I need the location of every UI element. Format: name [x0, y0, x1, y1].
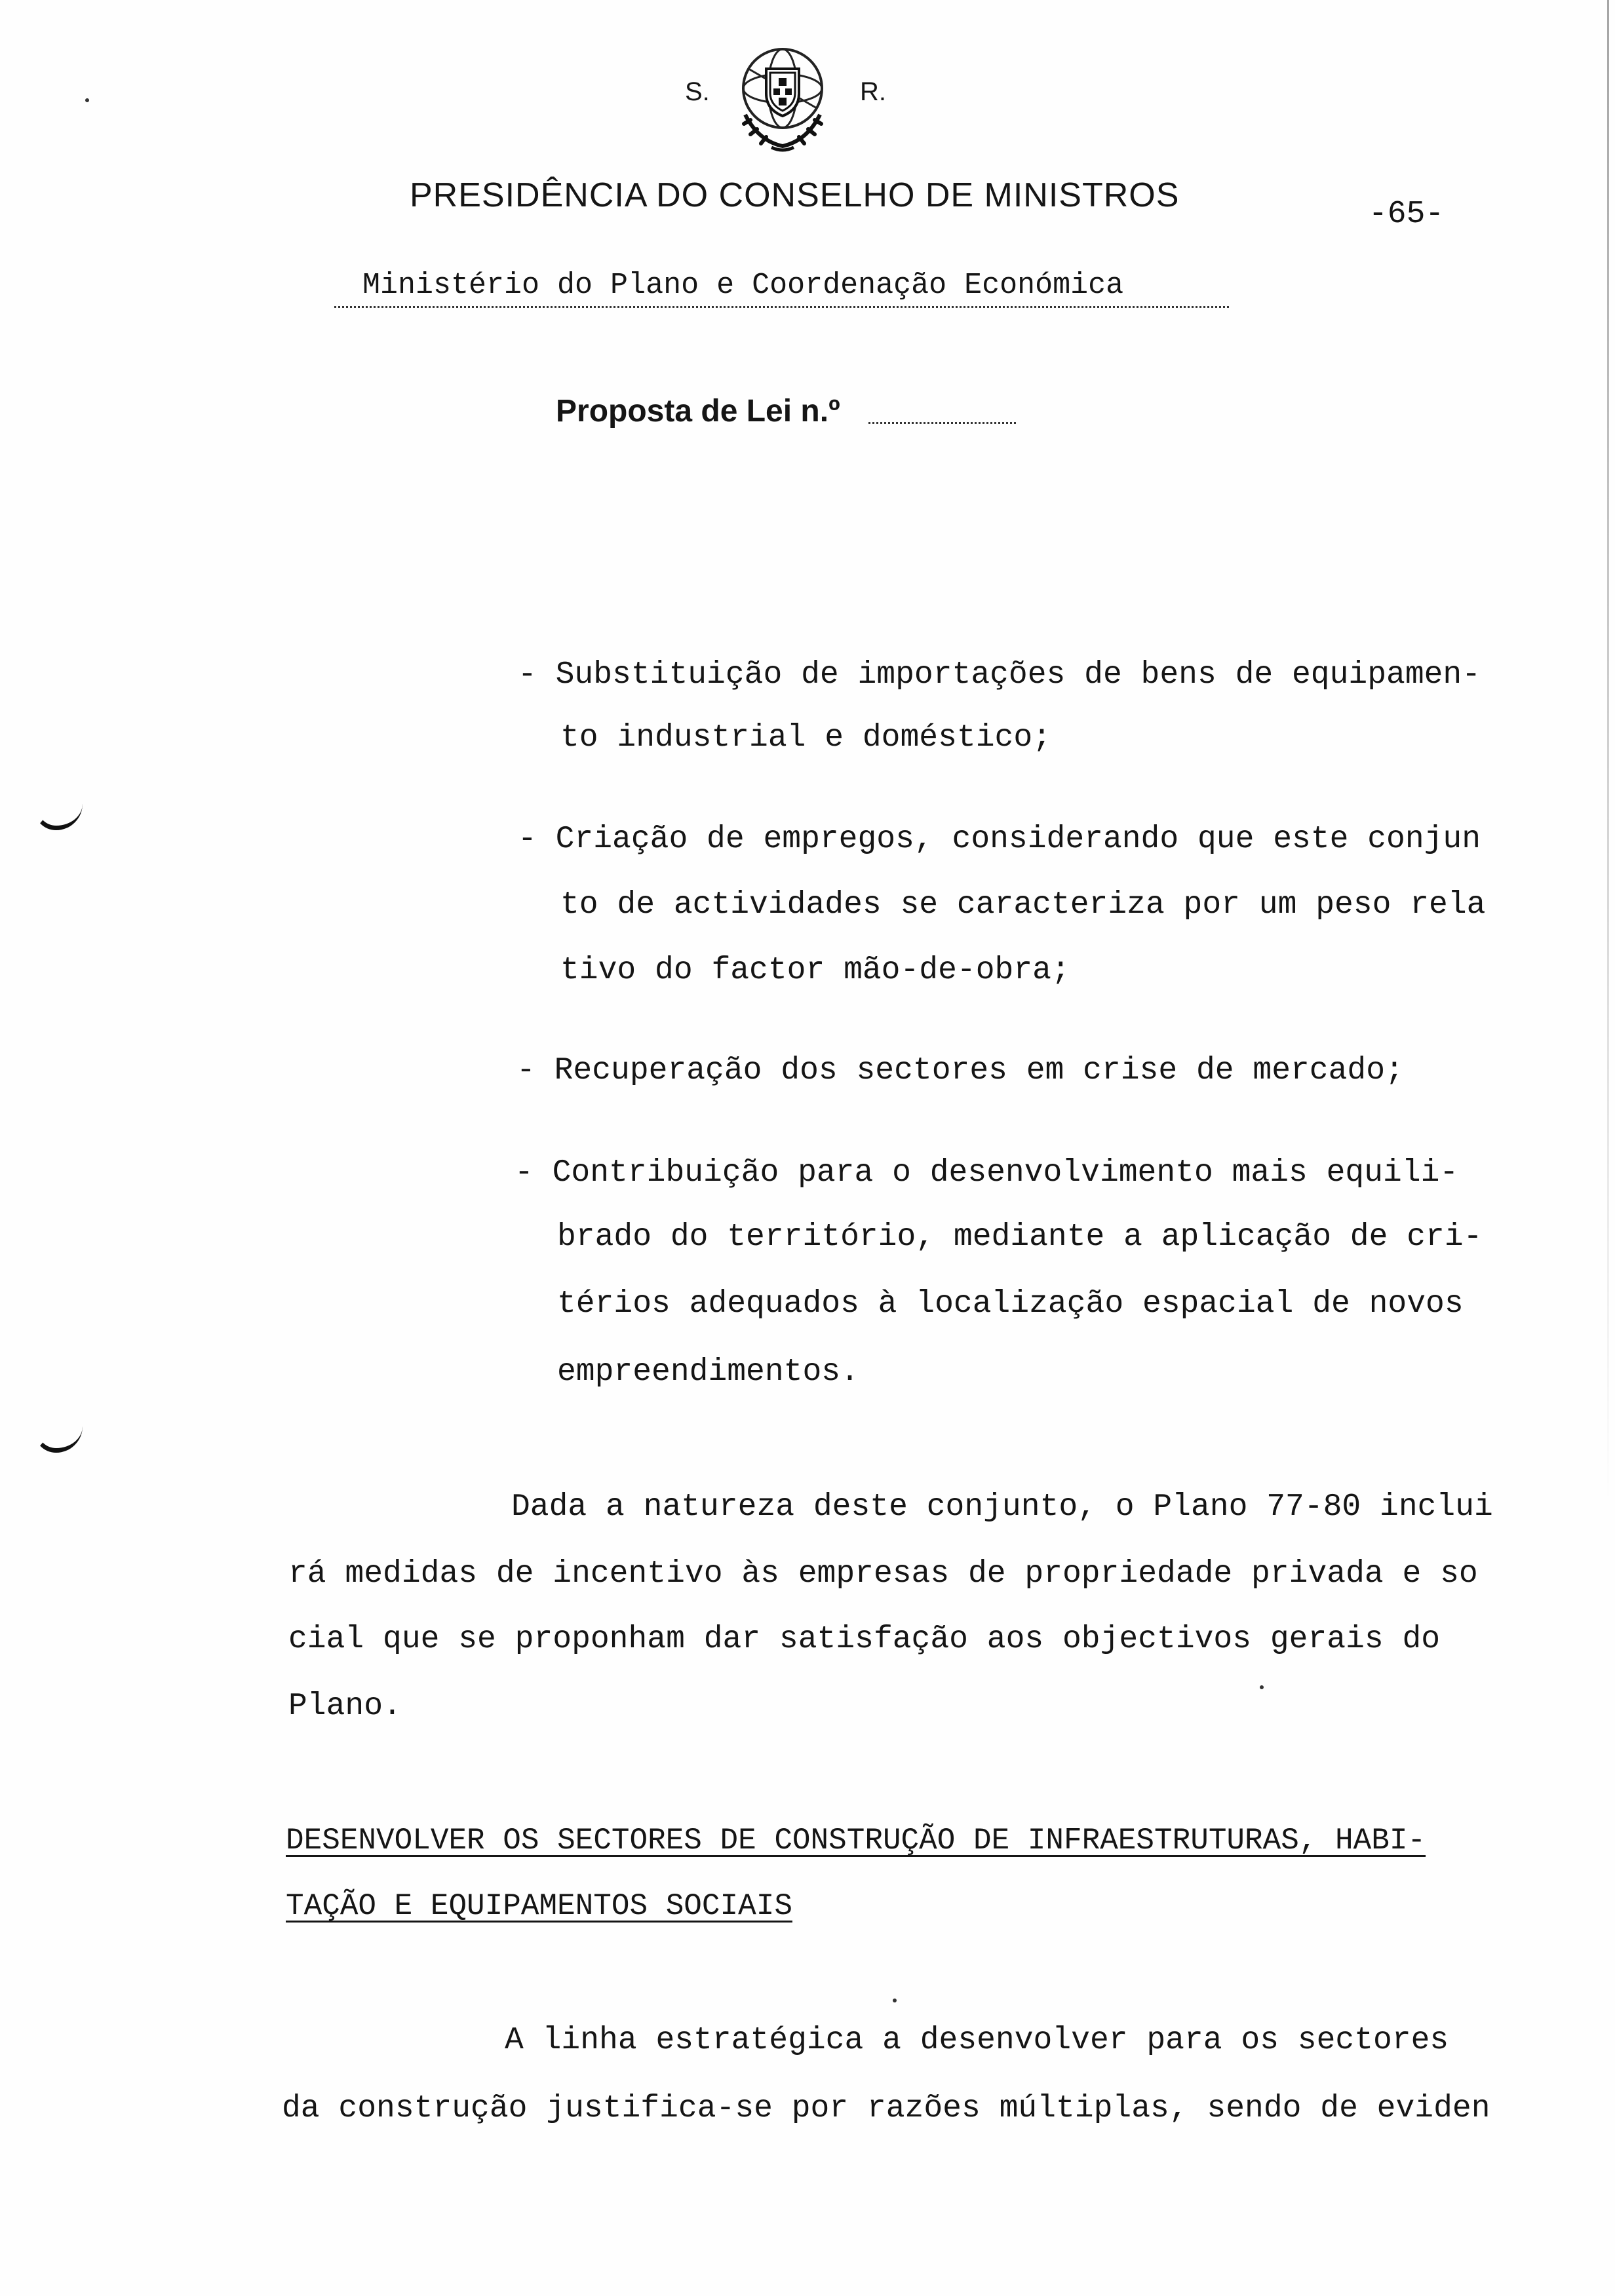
header-letter-s: S.	[685, 77, 710, 106]
punch-hole-mark	[34, 799, 83, 830]
proposal-number-blank	[868, 422, 1016, 424]
scan-speck	[85, 98, 89, 102]
list-item-line: - Substituição de importações de bens de equipamen-	[518, 657, 1481, 693]
paragraph-line: rá medidas de incentivo às empresas de propriedade privada e so	[288, 1556, 1478, 1592]
section-heading-line: TAÇÃO E EQUIPAMENTOS SOCIAIS	[286, 1889, 792, 1923]
list-item-line: tivo do factor mão-de-obra;	[560, 953, 1070, 988]
paragraph-line: Dada a natureza deste conjunto, o Plano 77-80 inclui	[511, 1489, 1493, 1525]
list-item-line: - Contribuição para o desenvolvimento mais equili-	[515, 1155, 1459, 1191]
paragraph-line: cial que se proponham dar satisfação aos objectivos gerais do	[288, 1622, 1441, 1657]
section-heading-line: DESENVOLVER OS SECTORES DE CONSTRUÇÃO DE INFRAESTRUTURAS, HABI-	[286, 1824, 1426, 1858]
paragraph-line: A linha estratégica a desenvolver para os sectores	[505, 2023, 1449, 2058]
paragraph-line: da construção justifica-se por razões múltiplas, sendo de eviden	[282, 2091, 1490, 2126]
ministry-name: Ministério do Plano e Coordenação Económica	[362, 269, 1124, 302]
ministry-dotted-rule	[334, 306, 1229, 308]
list-item-line: to de actividades se caracteriza por um peso rela	[560, 887, 1486, 923]
paragraph-line: Plano.	[288, 1689, 402, 1724]
page-edge-shadow	[1607, 0, 1609, 1507]
list-item-line: brado do território, mediante a aplicação de cri-	[557, 1219, 1483, 1255]
scan-speck	[1260, 1685, 1264, 1689]
header-letter-r: R.	[860, 77, 886, 106]
list-item-line: térios adequados à localização espacial de novos	[557, 1286, 1464, 1322]
page-number: -65-	[1369, 197, 1445, 232]
scan-speck	[893, 1999, 897, 2002]
punch-hole-mark	[34, 1422, 83, 1453]
list-item-line: to industrial e doméstico;	[560, 720, 1051, 756]
proposal-label: Proposta de Lei n.º	[556, 394, 840, 429]
list-item-line: empreendimentos.	[557, 1354, 859, 1390]
portuguese-republic-seal-icon	[732, 43, 833, 155]
list-item-line: - Criação de empregos, considerando que este conjun	[518, 822, 1481, 857]
institution-title: PRESIDÊNCIA DO CONSELHO DE MINISTROS	[410, 176, 1180, 214]
list-item-line: - Recuperação dos sectores em crise de mercado;	[516, 1053, 1404, 1088]
